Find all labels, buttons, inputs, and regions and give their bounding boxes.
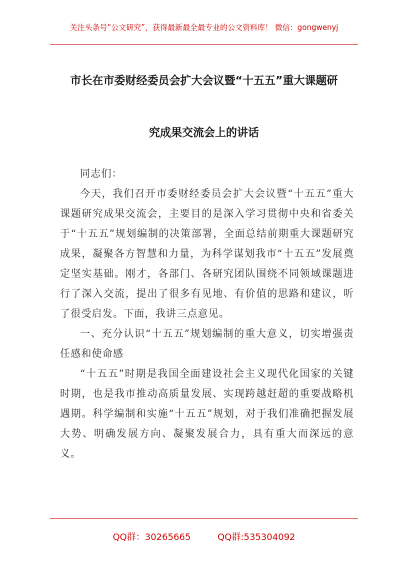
paragraph-section-1: “十五五”时期是我国全面建设社会主义现代化国家的关键时期，也是我市推动高质量发展、实现跨越赶超的重要战略机遇期。科学编制和实施“十五五”规划，对于我们准确把握发展大势、明确发展方向、凝聚发展合力，具有重大而深远的意义。	[60, 369, 354, 460]
footer-divider	[50, 518, 358, 519]
header-divider	[50, 44, 358, 45]
section-heading-1: 一、充分认识“十五五”规划编制的重大意义，切实增强责任感和使命感	[60, 329, 354, 360]
footer-qq-group-2: QQ群:535304092	[217, 533, 296, 543]
document-title-line-1: 市长在市委财经委员会扩大会议暨“十五五”重大课题研	[70, 74, 338, 87]
footer-qq-group-1: QQ群：30265665	[112, 533, 191, 543]
header-banner: 关注头条号“公文研究”，获得最新最全最专业的公文资料库！ 微信：gongwenyj	[69, 23, 339, 32]
document-title-line-2: 究成果交流会上的讲话	[149, 126, 259, 139]
paragraph-intro: 今天，我们召开市委财经委员会扩大会议暨“十五五”重大课题研究成果交流会，主要目的是深入学习贯彻中央和省委关于“十五五”规划编制的决策部署，全面总结前期重大课题研究成果，凝聚各方智慧和力量，为科学谋划我市“十五五”发展奠定坚实基础。刚才，各部门、各研究团队围绕不同领域课题进行了深入交流，提出了很多有见地、有价值的思路和建议，听了很受启发。下面，我讲三点意见。	[60, 189, 354, 320]
document-body	[60, 165, 354, 465]
footer	[0, 530, 408, 543]
salutation: 同志们：	[80, 169, 123, 180]
